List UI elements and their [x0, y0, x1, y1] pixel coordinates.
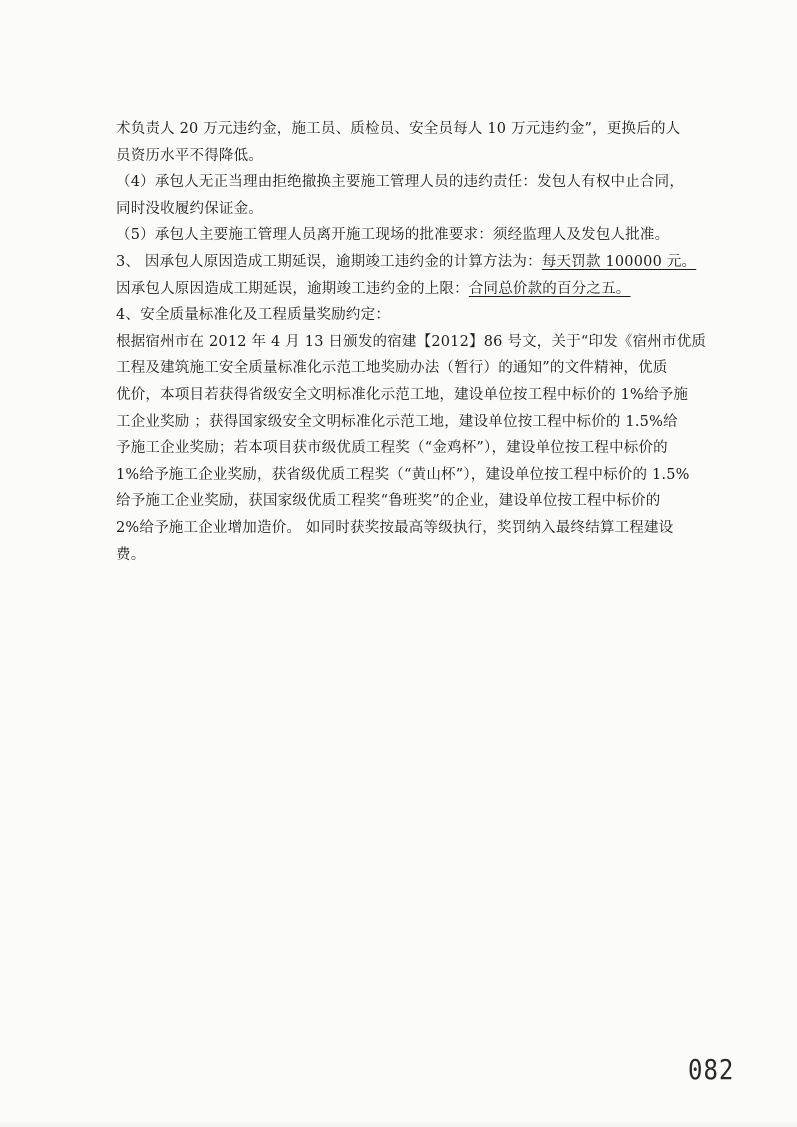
item-4-heading: 4、安全质量标准化及工程质量奖励约定： [116, 307, 391, 324]
paragraph-line: 优价，本项目若获得省级安全文明标准化示范工地，建设单位按工程中标价的 1%给予施 [116, 386, 689, 403]
text-line: 同时没收履约保证金。 [116, 200, 263, 217]
body-text [116, 116, 707, 568]
text-line: 员资历水平不得降低。 [116, 147, 263, 164]
item-3-value: 每天罚款 100000 元。 [541, 253, 697, 270]
paragraph-line: 1%给予施工企业奖励，获省级优质工程奖（“黄山杯”），建设单位按工程中标价的 1.5% [116, 466, 690, 483]
text-line: 术负责人 20 万元违约金，施工员、质检员、安全员每人 10 万元违约金”，更换后的人 [116, 121, 681, 137]
item-3b-label: 因承包人原因造成工期延误，逾期竣工违约金的上限： [116, 280, 469, 297]
paragraph-line: 费。 [116, 546, 146, 563]
paragraph-line: 给予施工企业奖励，获国家级优质工程奖“鲁班奖”的企业，建设单位按工程中标价的 [116, 493, 661, 510]
paragraph-line: 工程及建筑施工安全质量标准化示范工地奖励办法（暂行）的通知”的文件精神，优质 [116, 360, 668, 377]
item-3-label: 3、 因承包人原因造成工期延误，逾期竣工违约金的计算方法为： [116, 253, 542, 270]
text-line: （5）承包人主要施工管理人员离开施工现场的批准要求：须经监理人及发包人批准。 [116, 227, 670, 244]
item-3-line [116, 249, 696, 276]
item-3b-value: 合同总价款的百分之五。 [468, 280, 631, 297]
paragraph-line: 根据宿州市在 2012 年 4 月 13 日颁发的宿建【2012】86 号文，关于“印发《宿州市优质 [116, 333, 707, 350]
paragraph-line: 予施工企业奖励；若本项目获市级优质工程奖（“金鸡杯”），建设单位按工程中标价的 [116, 440, 668, 457]
scan-edge [0, 1121, 797, 1127]
paragraph-line: 工企业奖励 ；获得国家级安全文明标准化示范工地，建设单位按工程中标价的 1.5%给 [116, 413, 678, 430]
paragraph-line: 2%给予施工企业增加造价。 如同时获奖按最高等级执行，奖罚纳入最终结算工程建设 [116, 519, 674, 536]
item-3b-line [116, 276, 696, 303]
page-number: 082 [688, 1053, 735, 1087]
text-line: （4）承包人无正当理由拒绝撤换主要施工管理人员的违约责任：发包人有权中止合同， [116, 174, 685, 191]
